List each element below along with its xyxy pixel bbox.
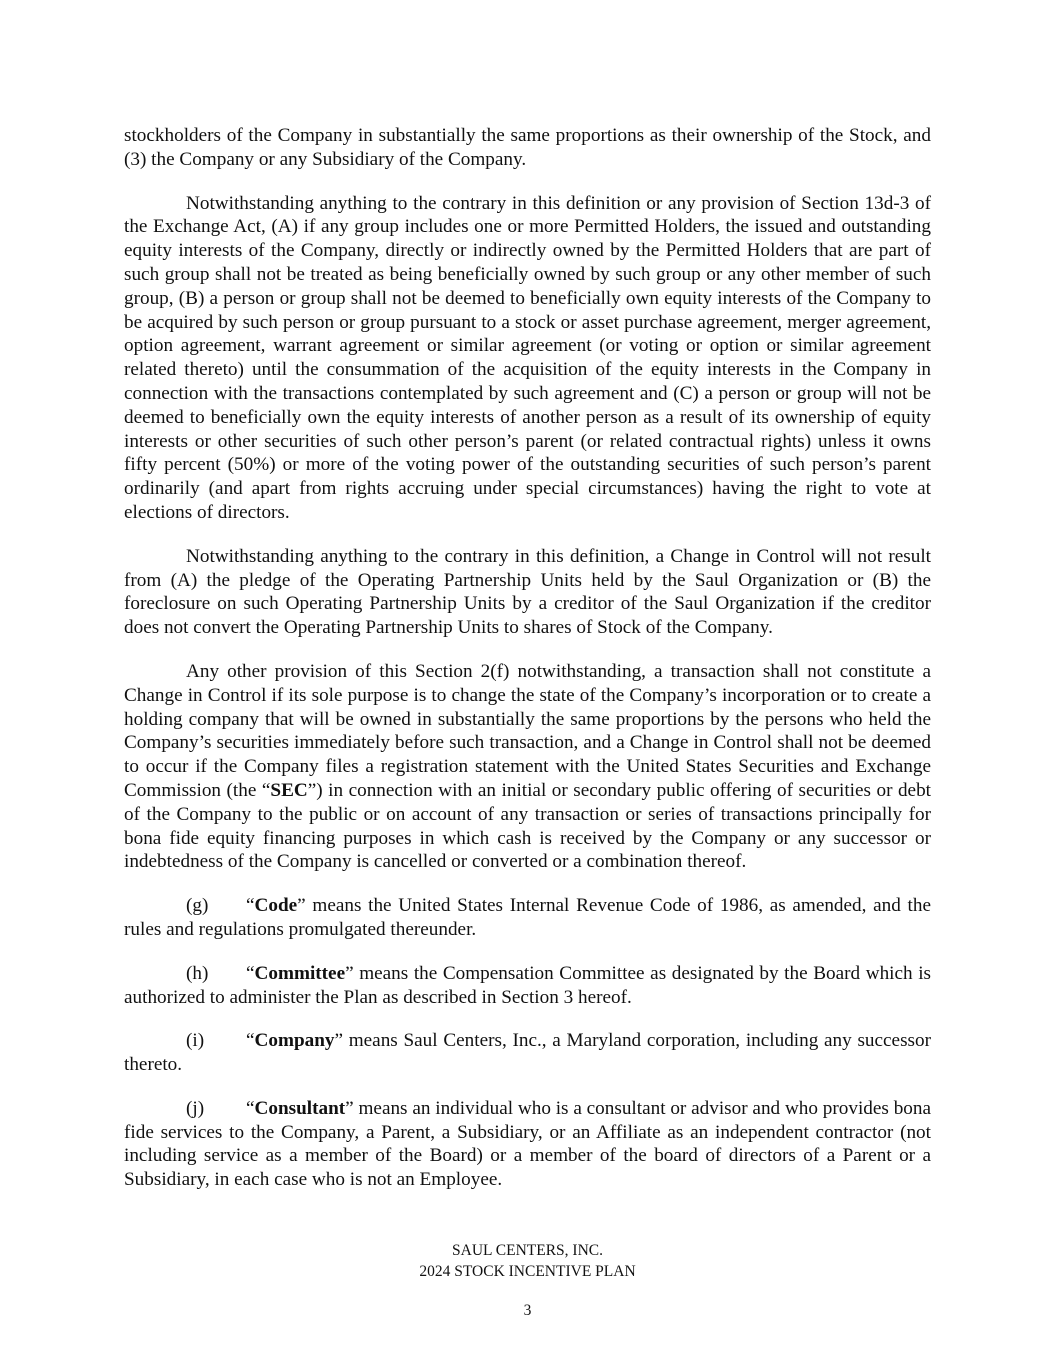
definition-number: (i) [186, 1030, 205, 1052]
defined-term: Consultant [254, 1097, 346, 1119]
paragraph-stockholders-continuation: stockholders of the Company in substantially the same proportions as their ownership of the Stock, and (3) the Company or any Subsidiary of the Company. [124, 125, 931, 170]
definition-number: (h) [186, 962, 209, 984]
definition-text: ” means the Compensation Committee as designated by the Board which is authorized to administer the Plan as described in Section 3 hereof. [124, 962, 931, 1008]
paragraph-section-13d-3: Notwithstanding anything to the contrary in this definition or any provision of Section 13d-3 of the Exchange Act, (A) if any group includes one or more Permitted Holders, the issued and outstanding equity interests of the Company, directly or indirectly owned by the Permitted Holders that are part of such group shall not be treated as being beneficially owned by such group or any other member of such group, (B) a person or group shall not be deemed to beneficially own equity interests of the Company to be acquired by such person or group pursuant to a stock or asset purchase agreement, merger agreement, option agreement, warrant agreement or similar agreement (or voting or option or similar agreement related thereto) until the consummation of the acquisition of the equity interests in the Company in connection with the transactions contemplated by such agreement and (C) a person or group will not be deemed to beneficially own the equity interests of another person as a result of its ownership of equity interests or other securities of such other person’s parent (or related contractual rights) unless it owns fifty percent (50%) or more of the voting power of the outstanding securities of such person’s parent ordinarily (and apart from rights accruing under special circumstances) having the right to vote at elections of directors. [124, 192, 931, 523]
definition-text: ” means the United States Internal Revenue Code of 1986, as amended, and the rules and regulations promulgated thereunder. [124, 895, 931, 940]
definition-number: (j) [186, 1097, 205, 1119]
open-quote: “ [246, 1097, 255, 1119]
definition-text: ” means Saul Centers, Inc., a Maryland corporation, including any successor thereto. [124, 1030, 931, 1076]
defined-term-sec: SEC [270, 779, 308, 801]
defined-term: Code [254, 895, 298, 917]
definition-consultant [124, 1097, 931, 1192]
page-number: 3 [523, 1302, 532, 1319]
footer-company-name: SAUL CENTERS, INC. [452, 1242, 603, 1259]
defined-term: Company [254, 1030, 335, 1052]
paragraph-section-2f-provision [124, 660, 931, 874]
open-quote: “ [246, 962, 255, 984]
paragraph-operating-partnership-units: Notwithstanding anything to the contrary in this definition, a Change in Control will not result from (A) the pledge of the Operating Partnership Units held by the Saul Organization or (B) the foreclosure on such Operating Partnership Units by a creditor of the Saul Organization if the creditor does not convert the Operating Partnership Units to shares of Stock of the Company. [124, 545, 931, 639]
open-quote: “ [246, 895, 255, 917]
footer-plan-name: 2024 STOCK INCENTIVE PLAN [419, 1263, 636, 1280]
definition-text: ” means an individual who is a consultant or advisor and who provides bona fide services to the Company, a Parent, a Subsidiary, or an Affiliate as an independent contractor (not including service as a member of the Board) or a member of the board of directors of a Parent or a Subsidiary, in each case who is not an Employee. [124, 1097, 931, 1191]
paragraph-text: Any other provision of this Section 2(f) notwithstanding, a transaction shall not constitute a Change in Control if its sole purpose is to change the state of the Company’s incorporation or to create a holding company that will be owned in substantially the same proportions by the persons who held the Company’s securities immediately before such transaction, and a Change in Control shall not be deemed to occur if the Company files a registration statement with the United States Securities and Exchange Commission (the “ [124, 660, 931, 801]
open-quote: “ [246, 1030, 255, 1052]
definition-committee [124, 962, 931, 1010]
defined-term: Committee [254, 962, 346, 984]
document-body [124, 124, 931, 1212]
definition-code [124, 894, 931, 942]
paragraph-text: ”) in connection with an initial or secondary public offering of securities or debt of the Company to the public or on account of any transaction or series of transactions principally for bona fide equity financing purposes in which cash is received by the Company or any successor or indebtedness of the Company is cancelled or converted or a combination thereof. [124, 779, 932, 873]
definition-company [124, 1029, 931, 1077]
definition-number: (g) [186, 895, 209, 917]
